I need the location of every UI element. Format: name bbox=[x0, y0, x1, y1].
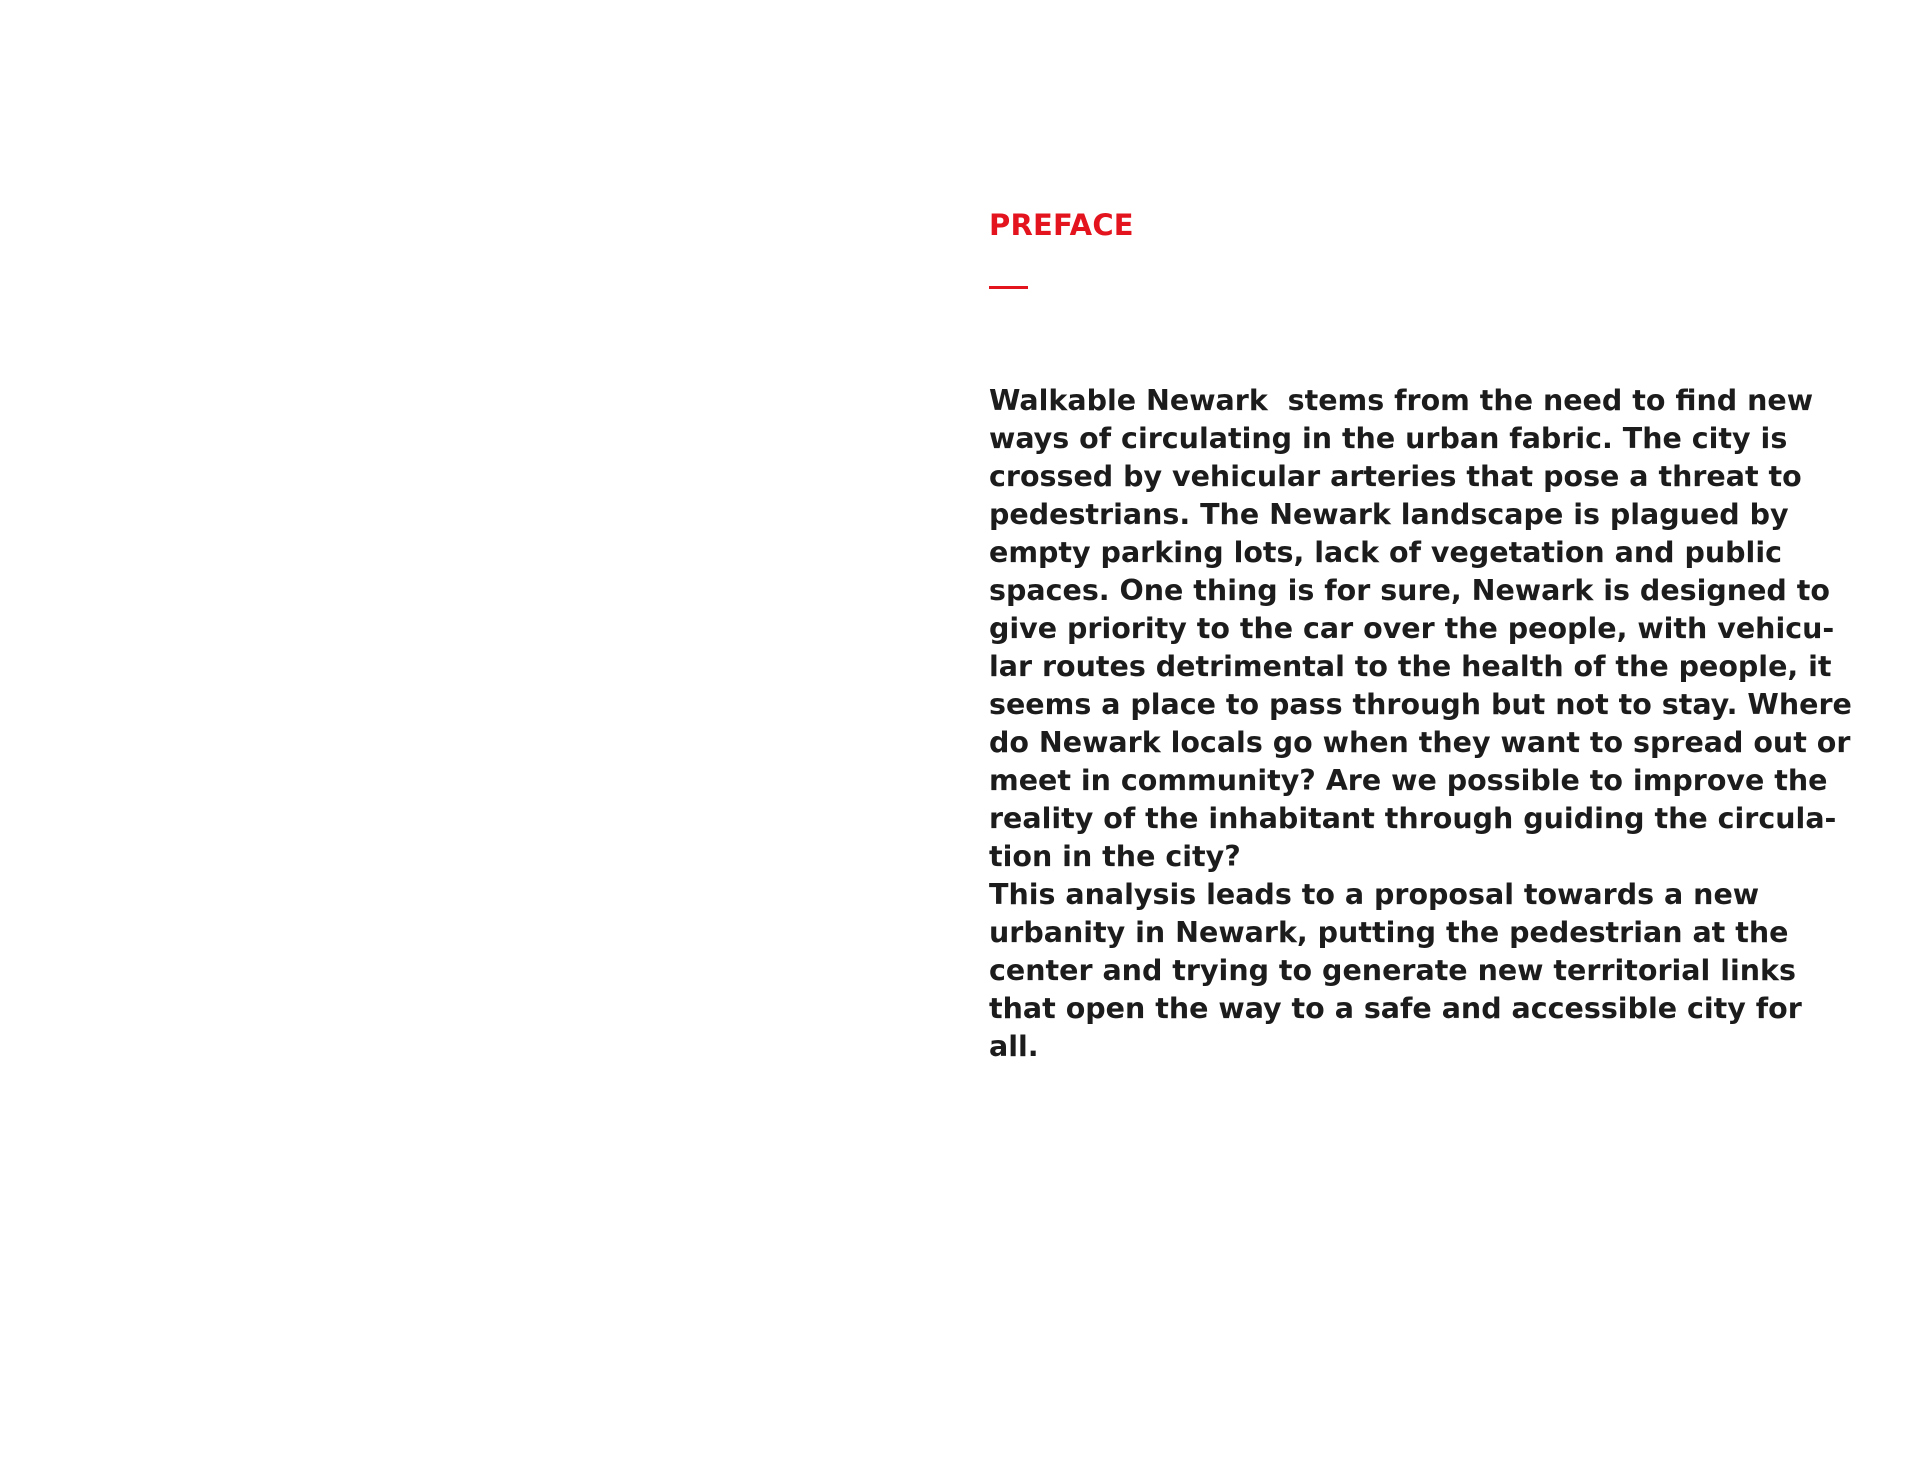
body-line: that open the way to a safe and accessible city for bbox=[989, 992, 1802, 1025]
body-line: seems a place to pass through but not to stay. Where bbox=[989, 688, 1852, 721]
body-line: give priority to the car over the people, with vehicu- bbox=[989, 612, 1835, 645]
body-line: center and trying to generate new territorial links bbox=[989, 954, 1796, 987]
preface-body bbox=[989, 382, 1852, 1066]
body-line: do Newark locals go when they want to spread out or bbox=[989, 726, 1851, 759]
preface-section bbox=[989, 205, 1852, 1066]
body-line: ways of circulating in the urban fabric. The city is bbox=[989, 422, 1788, 455]
body-line: This analysis leads to a proposal towards a new bbox=[989, 878, 1760, 911]
body-line: all. bbox=[989, 1030, 1039, 1063]
body-line: Walkable Newark stems from the need to find new bbox=[989, 384, 1814, 417]
body-line: tion in the city? bbox=[989, 840, 1241, 873]
body-line: reality of the inhabitant through guiding the circula- bbox=[989, 802, 1837, 835]
body-line: empty parking lots, lack of vegetation and public bbox=[989, 536, 1782, 569]
section-title: PREFACE bbox=[989, 208, 1134, 242]
body-line: meet in community? Are we possible to improve the bbox=[989, 764, 1828, 797]
body-line: lar routes detrimental to the health of the people, it bbox=[989, 650, 1832, 683]
body-line: crossed by vehicular arteries that pose a threat to bbox=[989, 460, 1802, 493]
body-line: spaces. One thing is for sure, Newark is designed to bbox=[989, 574, 1830, 607]
body-line: urbanity in Newark, putting the pedestrian at the bbox=[989, 916, 1789, 949]
body-line: pedestrians. The Newark landscape is plagued by bbox=[989, 498, 1789, 531]
title-underline bbox=[989, 286, 1028, 289]
